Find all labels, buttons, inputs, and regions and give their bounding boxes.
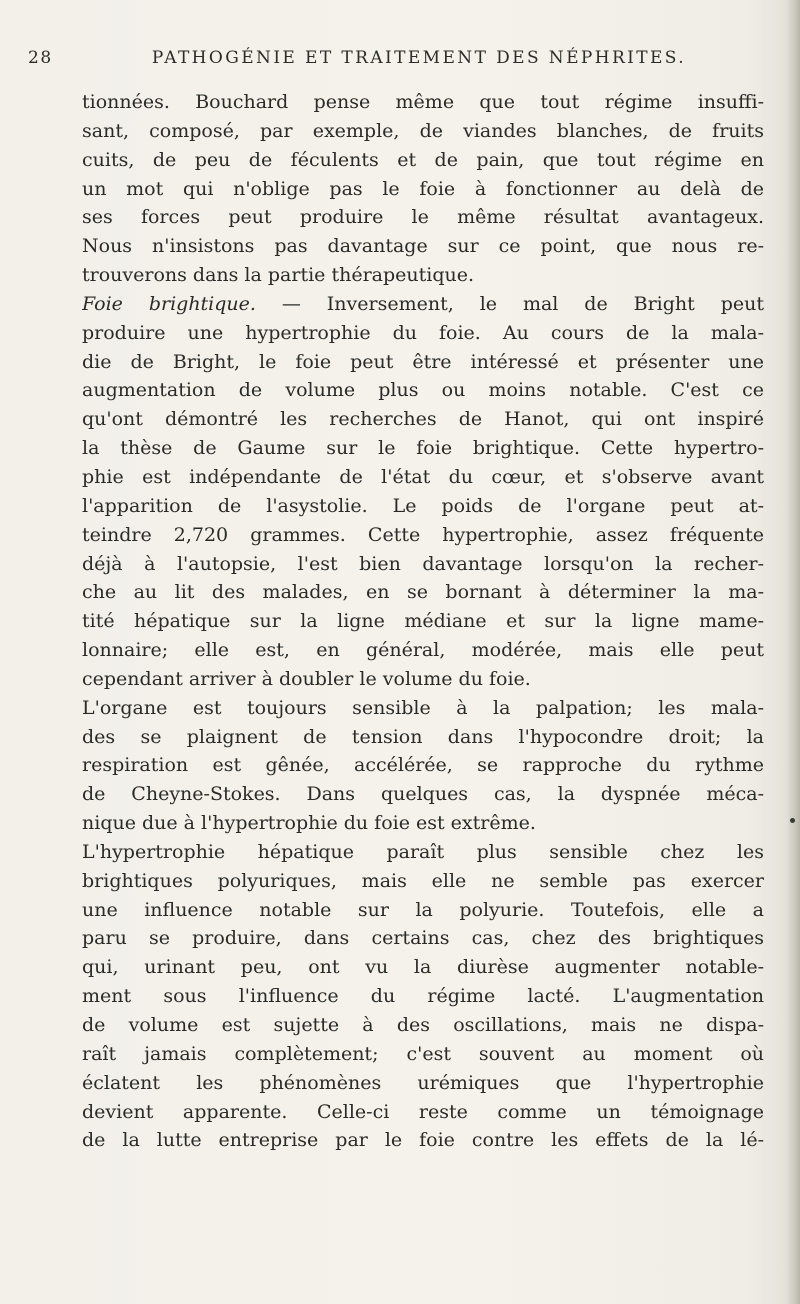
text-line: des se plaignent de tension dans l'hypocondre droit; la — [82, 725, 764, 748]
running-title: PATHOGÉNIE ET TRAITEMENT DES NÉPHRITES. — [151, 48, 687, 68]
text-line: che au lit des malades, en se bornant à déterminer la ma- — [82, 581, 764, 604]
text-line: tité hépatique sur la ligne médiane et sur la ligne mame- — [82, 610, 764, 633]
text-line: phie est indépendante de l'état du cœur, et s'observe avant — [82, 465, 764, 488]
text-line: qu'ont démontré les recherches de Hanot, qui ont inspiré — [82, 408, 764, 431]
text-line: tionnées. Bouchard pense même que tout régime insuffi- — [82, 91, 764, 113]
text-line: de Cheyne-Stokes. Dans quelques cas, la dyspnée méca- — [82, 783, 764, 806]
text-line: de la lutte entreprise par le foie contre les effets de la lé- — [82, 1129, 764, 1152]
text-line: lonnaire; elle est, en général, modérée, mais elle peut — [82, 639, 764, 662]
text-line: L'organe est toujours sensible à la palpation; les mala- — [82, 696, 764, 719]
text-line: éclatent les phénomènes urémiques que l'hypertrophie — [82, 1071, 764, 1094]
text-line: raît jamais complètement; c'est souvent au moment où — [82, 1042, 764, 1065]
text-line: trouverons dans la partie thérapeutique. — [82, 264, 475, 287]
text-line: L'hypertrophie hépatique paraît plus sensible chez les — [82, 840, 764, 863]
text-line: de volume est sujette à des oscillations, mais ne dispa- — [82, 1014, 764, 1036]
section-first-line — [82, 290, 764, 319]
text-line: sant, composé, par exemple, de viandes blanches, de fruits — [82, 119, 764, 142]
text-line: un mot qui n'oblige pas le foie à fonctionner au delà de — [82, 177, 764, 200]
section-first-line-text: — Inversement, le mal de Bright peut — [255, 292, 764, 315]
text-line: qui, urinant peu, ont vu la diurèse augmenter notable- — [82, 956, 764, 979]
text-line: déjà à l'autopsie, l'est bien davantage lorsqu'on la recher- — [82, 552, 764, 575]
text-line: l'apparition de l'asystolie. Le poids de l'organe peut at- — [82, 494, 764, 517]
text-line: cependant arriver à doubler le volume du foie. — [82, 667, 531, 690]
running-header — [28, 48, 768, 68]
page-number: 28 — [28, 48, 53, 68]
text-line: cuits, de peu de féculents et de pain, que tout régime en — [82, 148, 764, 171]
text-line: ses forces peut produire le même résultat avantageux. — [82, 206, 764, 229]
page-edge-shadow — [786, 0, 800, 1304]
section-heading: Foie brightique. — [82, 292, 256, 315]
text-line: produire une hypertrophie du foie. Au cours de la mala- — [82, 321, 764, 344]
text-line: ment sous l'influence du régime lacté. L'augmentation — [82, 985, 764, 1008]
text-line: une influence notable sur la polyurie. Toutefois, elle a — [82, 898, 764, 921]
body-text — [82, 88, 764, 1155]
text-line: paru se produire, dans certains cas, chez des brightiques — [82, 927, 764, 950]
text-line: augmentation de volume plus ou moins notable. C'est ce — [82, 379, 764, 402]
text-line: devient apparente. Celle-ci reste comme un témoignage — [82, 1100, 764, 1123]
text-line: Nous n'insistons pas davantage sur ce point, que nous re- — [82, 235, 764, 258]
text-line: brightiques polyuriques, mais elle ne semble pas exercer — [82, 869, 764, 892]
margin-dot — [790, 818, 795, 823]
text-line: respiration est gênée, accélérée, se rapproche du rythme — [82, 754, 764, 777]
text-line: die de Bright, le foie peut être intéressé et présenter une — [82, 350, 764, 373]
text-line: teindre 2,720 grammes. Cette hypertrophie, assez fréquente — [82, 523, 764, 546]
text-line: nique due à l'hypertrophie du foie est extrême. — [82, 812, 536, 835]
text-line: la thèse de Gaume sur le foie brightique. Cette hypertro- — [82, 437, 764, 460]
